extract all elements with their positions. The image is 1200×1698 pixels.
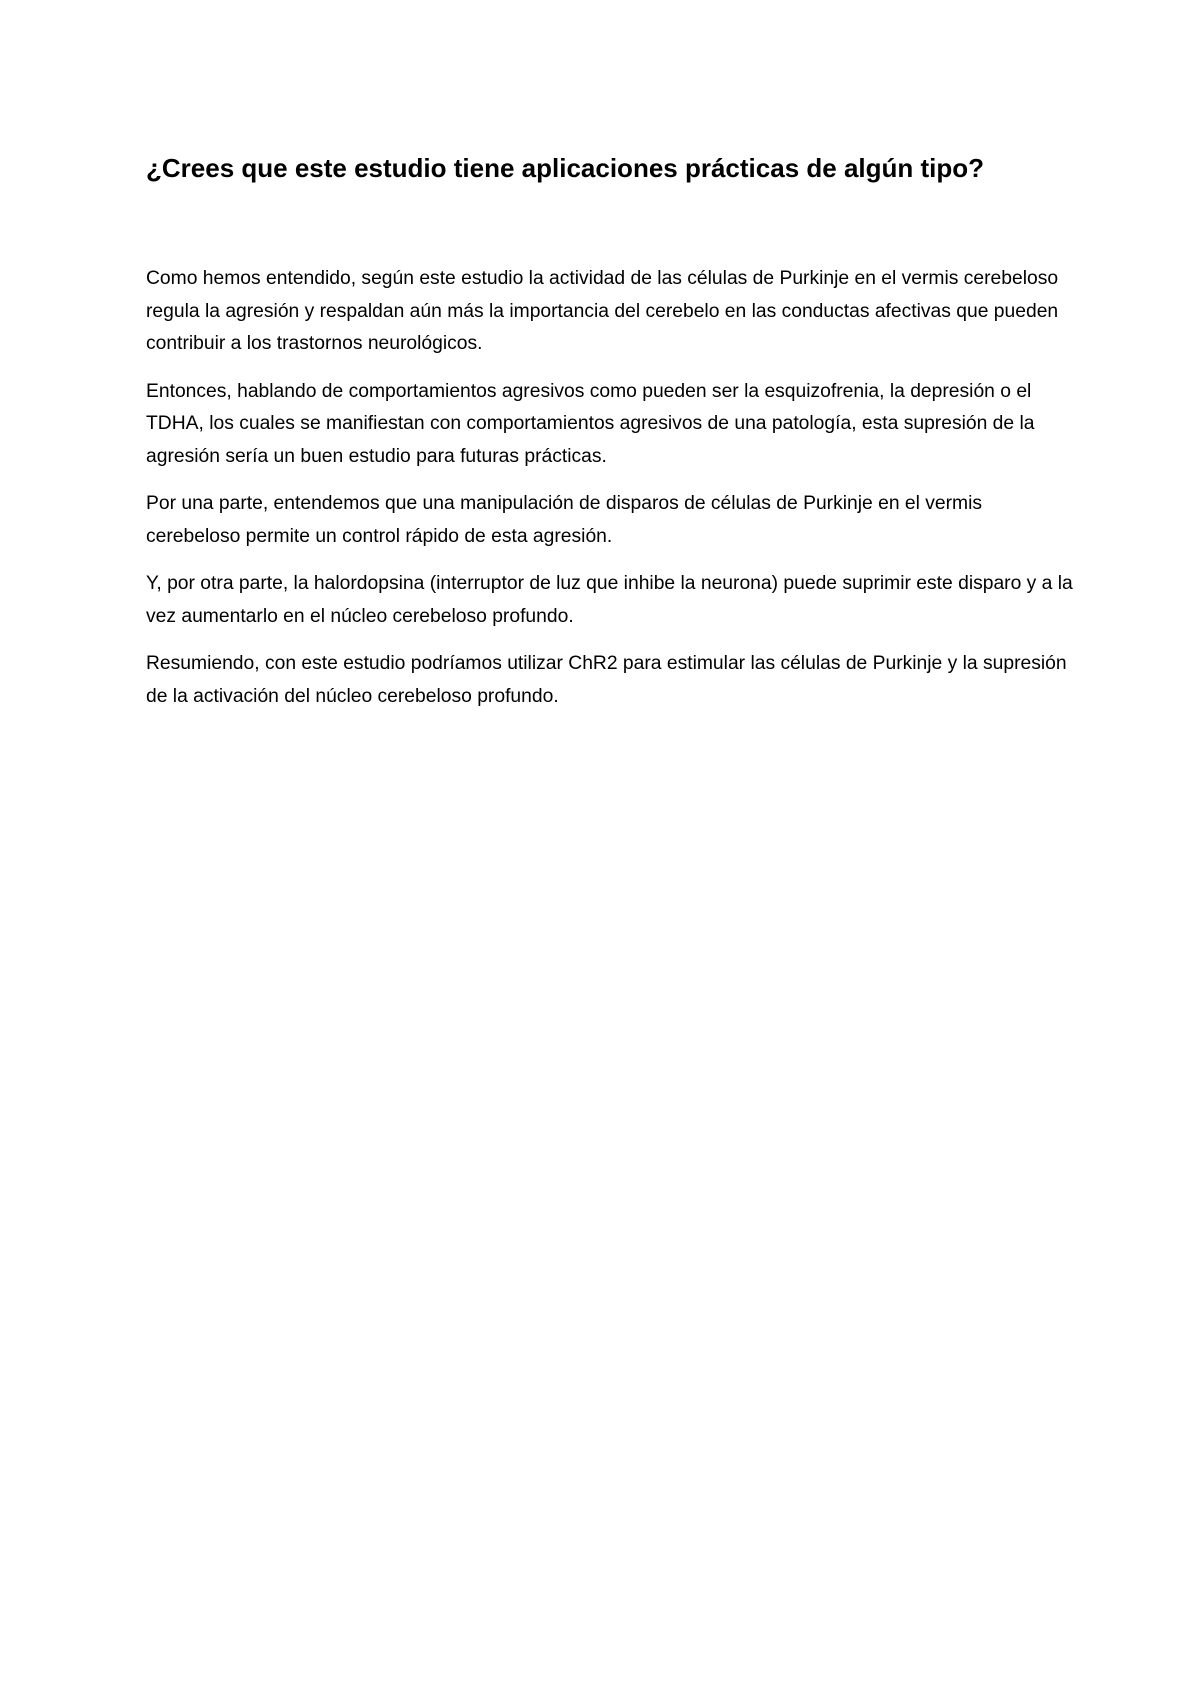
paragraph-5: Resumiendo, con este estudio podríamos utilizar ChR2 para estimular las células de Purkinje y la supresión de la activación del núcleo cerebeloso profundo. bbox=[146, 653, 1067, 707]
document-body bbox=[146, 263, 1076, 728]
paragraph-2: Entonces, hablando de comportamientos agresivos como pueden ser la esquizofrenia, la depresión o el TDHA, los cuales se manifiestan con comportamientos agresivos de una patología, esta supresión de la agresión sería un buen estudio para futuras prácticas. bbox=[146, 380, 1035, 467]
paragraph-4: Y, por otra parte, la halordopsina (interruptor de luz que inhibe la neurona) puede suprimir este disparo y a la vez aumentarlo en el núcleo cerebeloso profundo. bbox=[146, 573, 1073, 627]
paragraph-3: Por una parte, entendemos que una manipulación de disparos de células de Purkinje en el vermis cerebeloso permite un control rápido de esta agresión. bbox=[146, 493, 983, 547]
paragraph-1: Como hemos entendido, según este estudio la actividad de las células de Purkinje en el vermis cerebeloso regula la agresión y respaldan aún más la importancia del cerebelo en las conductas afectivas que pueden contribuir a los trastornos neurológicos. bbox=[146, 268, 1059, 354]
page-title: ¿Crees que este estudio tiene aplicaciones prácticas de algún tipo? bbox=[146, 153, 985, 183]
